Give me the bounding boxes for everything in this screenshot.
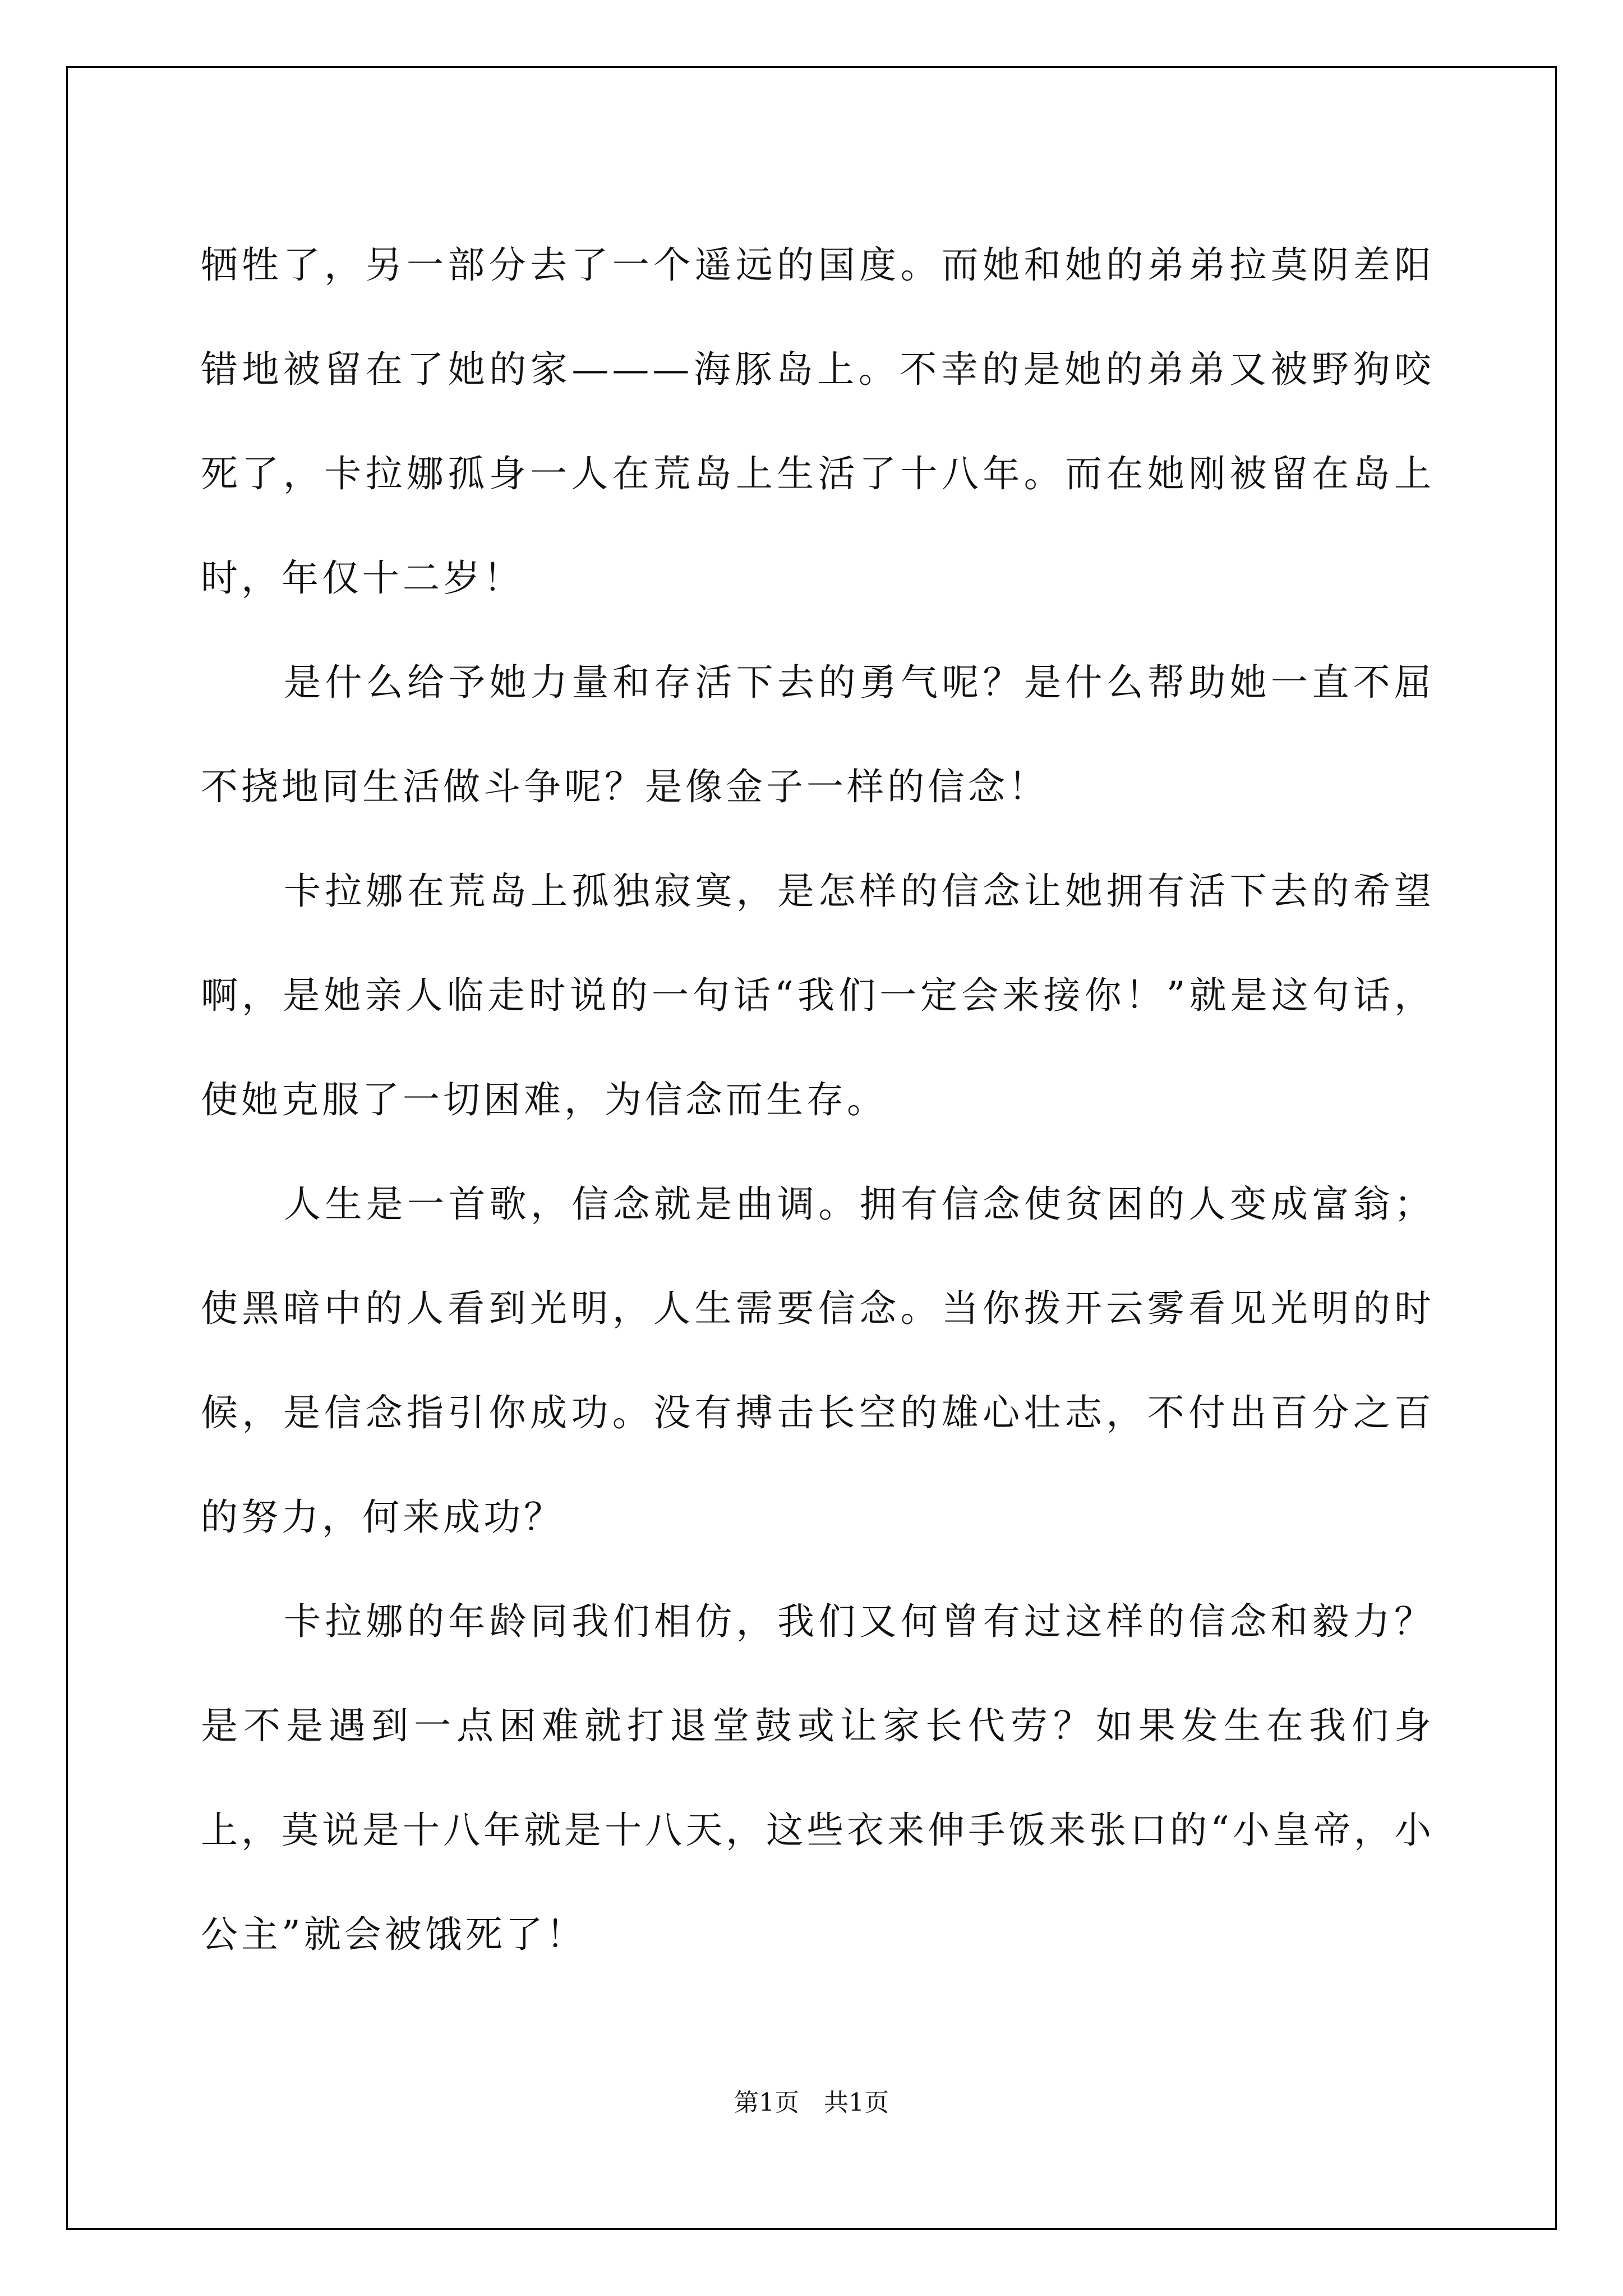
document-body (201, 213, 1435, 1987)
paragraph-3: 卡拉娜在荒岛上孤独寂寞，是怎样的信念让她拥有活下去的希望啊，是她亲人临走时说的一句话“我们一定会来接你！”就是这句话，使她克服了一切困难，为信念而生存。 (201, 869, 1435, 1121)
paragraph-2: 是什么给予她力量和存活下去的勇气呢？是什么帮助她一直不屈不挠地同生活做斗争呢？是像金子一样的信念！ (201, 661, 1435, 808)
paragraph-5: 卡拉娜的年龄同我们相仿，我们又何曾有过这样的信念和毅力？是不是遇到一点困难就打退堂鼓或让家长代劳？如果发生在我们身上，莫说是十八年就是十八天，这些衣来伸手饭来张口的“小皇帝，小公主”就会被饿死了！ (201, 1600, 1435, 1956)
paragraph-1: 牺牲了，另一部分去了一个遥远的国度。而她和她的弟弟拉莫阴差阳错地被留在了她的家———海豚岛上。不幸的是她的弟弟又被野狗咬死了，卡拉娜孤身一人在荒岛上生活了十八年。而在她刚被留在岛上时，年仅十二岁！ (201, 243, 1435, 600)
paragraph-4: 人生是一首歌，信念就是曲调。拥有信念使贫困的人变成富翁；使黑暗中的人看到光明，人生需要信念。当你拨开云雾看见光明的时候，是信念指引你成功。没有搏击长空的雄心壮志，不付出百分之百的努力，何来成功？ (201, 1182, 1435, 1539)
page-footer (0, 2082, 1623, 2118)
page-number-label: 第1页 共1页 (734, 2088, 889, 2117)
